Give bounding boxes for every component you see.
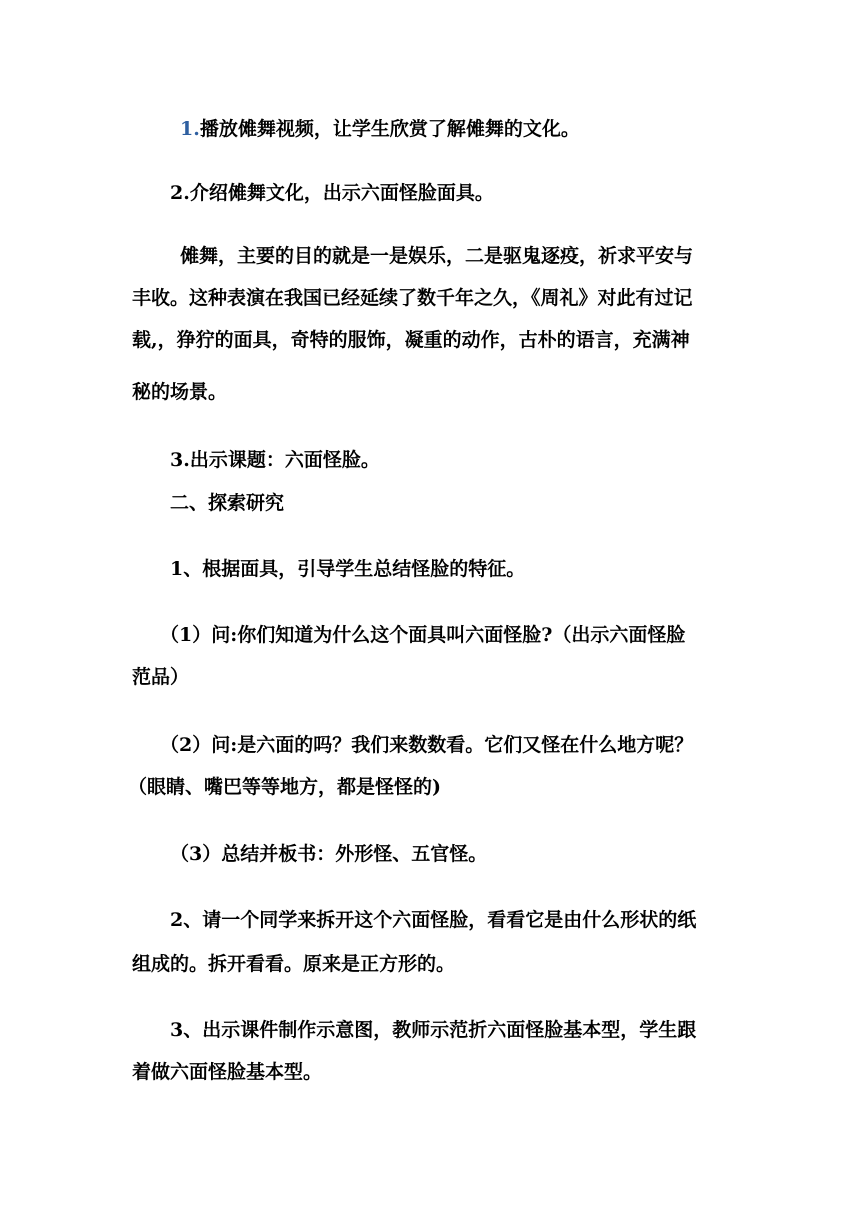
section-heading: 二、探索研究 xyxy=(170,492,285,514)
paragraph-2: 2.介绍傩舞文化，出示六面怪脸面具。 xyxy=(170,182,494,204)
paragraph-6: 1、根据面具，引导学生总结怪脸的特征。 xyxy=(170,558,526,580)
paragraph-1 xyxy=(180,120,580,139)
paragraph-9: （3）总结并板书：外形怪、五官怪。 xyxy=(170,843,488,865)
paragraph-3-line-3: 载,，狰狞的面具，奇特的服饰，凝重的动作，古朴的语言，充满神 xyxy=(132,329,690,351)
paragraph-8-line-2: （眼睛、嘴巴等等地方，都是怪怪的) xyxy=(128,776,441,798)
paragraph-1-number: 1. xyxy=(180,118,200,140)
paragraph-7-line-2: 范品） xyxy=(132,666,190,688)
paragraph-10-line-2: 组成的。拆开看看。原来是正方形的。 xyxy=(132,953,456,975)
paragraph-4: 3.出示课题：六面怪脸。 xyxy=(170,449,380,471)
paragraph-3-line-2: 丰收。这种表演在我国已经延续了数千年之久，《周礼》对此有过记 xyxy=(132,287,693,309)
paragraph-10-line-1: 2、请一个同学来拆开这个六面怪脸，看看它是由什么形状的纸 xyxy=(170,909,697,931)
paragraph-11-line-2: 着做六面怪脸基本型。 xyxy=(132,1061,323,1083)
paragraph-11-line-1: 3、出示课件制作示意图，教师示范折六面怪脸基本型，学生跟 xyxy=(170,1019,697,1041)
paragraph-3-line-1: 傩舞，主要的目的就是一是娱乐，二是驱鬼逐疫，祈求平安与 xyxy=(180,245,694,267)
paragraph-8-line-1: （2）问:是六面的吗？我们来数数看。它们又怪在什么地方呢？ xyxy=(160,734,694,756)
paragraph-1-text: 播放傩舞视频，让学生欣赏了解傩舞的文化。 xyxy=(199,118,580,140)
paragraph-7-line-1: （1）问:你们知道为什么这个面具叫六面怪脸?（出示六面怪脸 xyxy=(160,624,686,646)
paragraph-3-line-4: 秘的场景。 xyxy=(132,381,228,403)
